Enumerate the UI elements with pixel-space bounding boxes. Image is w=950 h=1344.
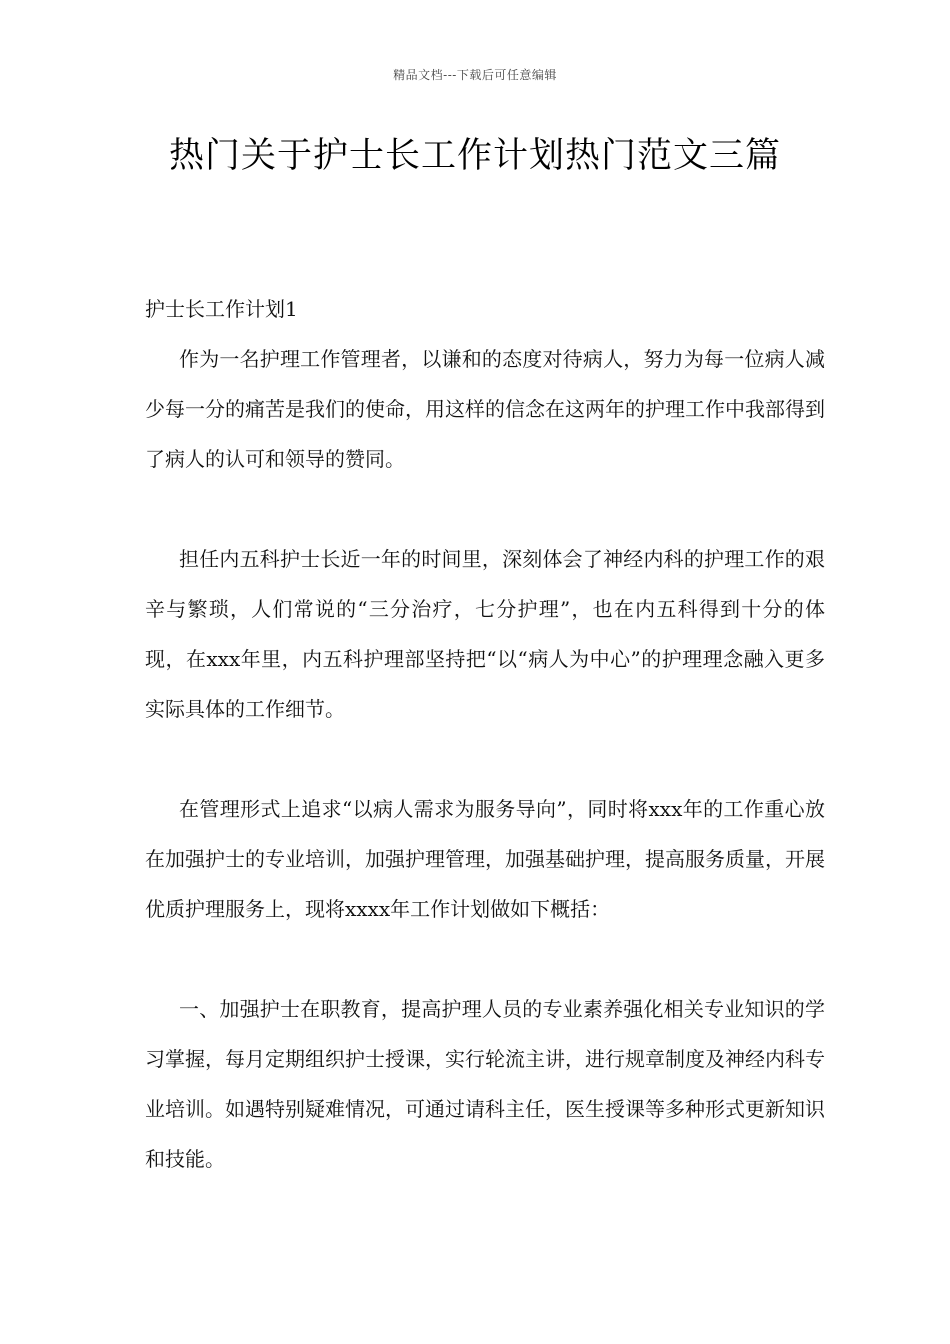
- header-note: 精品文档---下载后可任意编辑: [393, 68, 557, 82]
- paragraph-2: 担任内五科护士长近一年的时间里，深刻体会了神经内科的护理工作的艰辛与繁琐，人们常说的“三分治疗，七分护理”，也在内五科得到十分的体现，在xxx年里，内五科护理部坚持把“以“病人为中心”的护理理念融入更多实际具体的工作细节。: [145, 547, 825, 721]
- paragraph-4: 一、加强护士在职教育，提高护理人员的专业素养强化相关专业知识的学习掌握，每月定期组织护士授课，实行轮流主讲，进行规章制度及神经内科专业培训。如遇特别疑难情况，可通过请科主任，医生授课等多种形式更新知识和技能。: [145, 997, 825, 1171]
- document-title: 热门关于护士长工作计划热门范文三篇: [168, 136, 781, 176]
- paragraph-3: 在管理形式上追求“以病人需求为服务导向”，同时将xxx年的工作重心放在加强护士的专业培训，加强护理管理，加强基础护理，提高服务质量，开展优质护理服务上，现将xxxx年工作计划做如下概括：: [145, 797, 825, 921]
- document-body: [145, 284, 825, 1234]
- paragraph-1: 作为一名护理工作管理者，以谦和的态度对待病人，努力为每一位病人减少每一分的痛苦是我们的使命，用这样的信念在这两年的护理工作中我部得到了病人的认可和领导的赞同。: [145, 347, 825, 471]
- section-heading: 护士长工作计划1: [145, 297, 298, 321]
